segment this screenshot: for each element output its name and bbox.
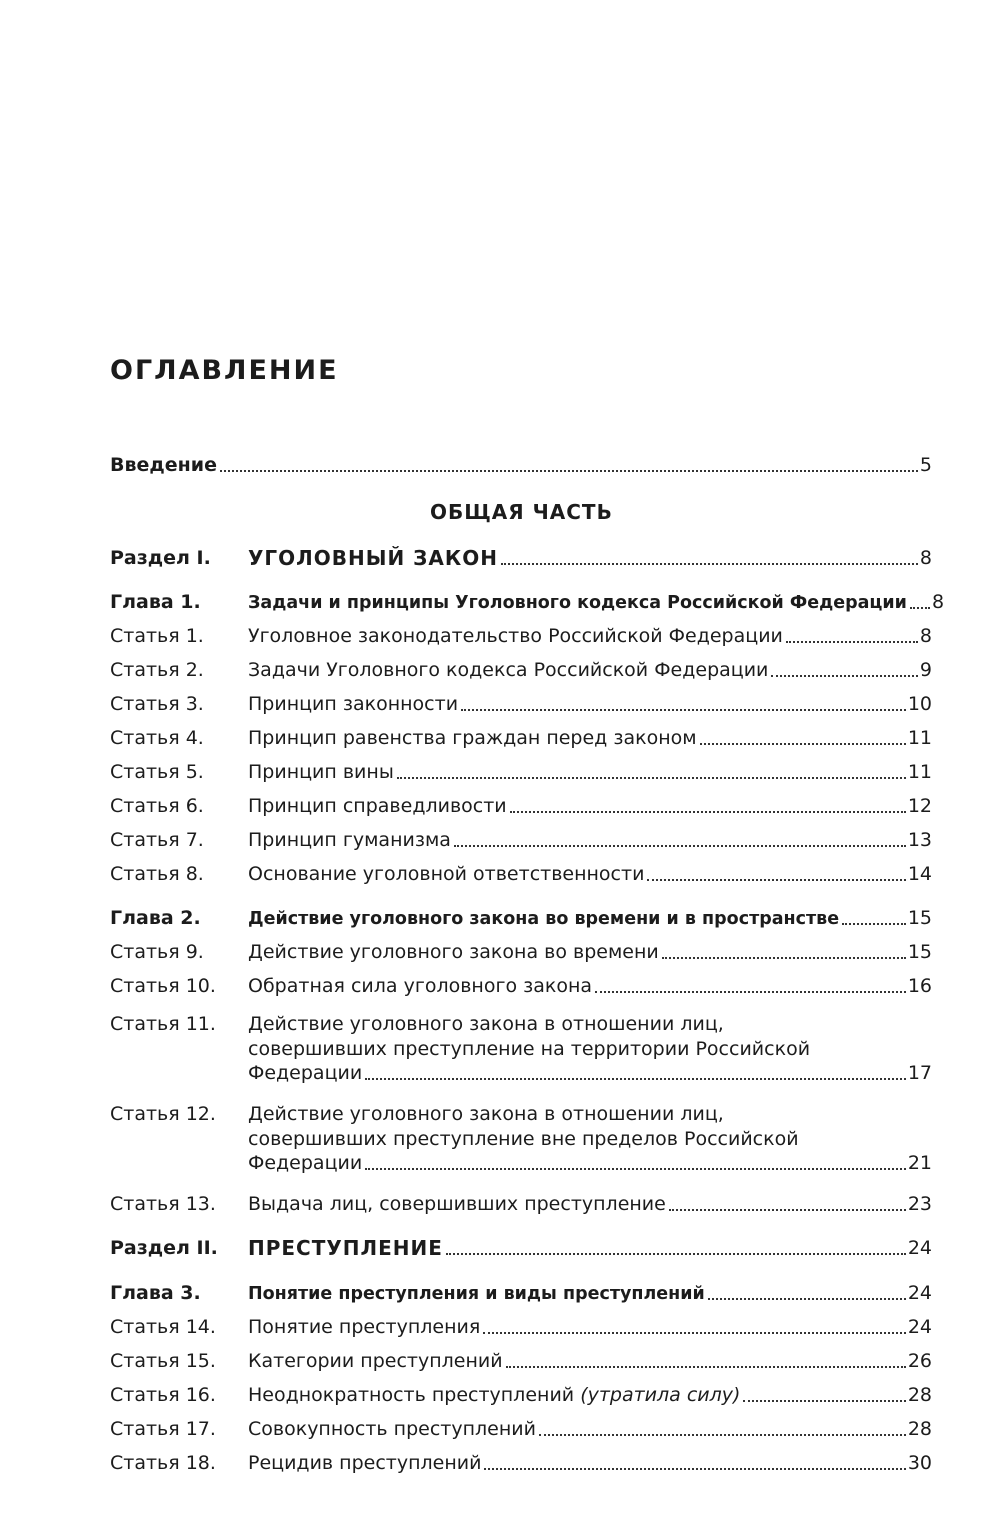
toc-entry-chapter[interactable] xyxy=(110,590,945,615)
toc-entry-text: Действие уголовного закона во времени xyxy=(248,941,659,963)
toc-page-number: 30 xyxy=(907,1452,932,1474)
leader-dots xyxy=(461,709,906,711)
toc-entry-chapter[interactable] xyxy=(110,1281,932,1306)
toc-entry-text: Категории преступлений xyxy=(248,1350,503,1372)
part-heading: ОБЩАЯ ЧАСТЬ xyxy=(430,500,613,524)
toc-entry-text: Действие уголовного закона в отношении лиц, xyxy=(248,1013,724,1035)
toc-entry-text: Принцип гуманизма xyxy=(248,829,451,851)
toc-page-number: 17 xyxy=(907,1062,932,1085)
toc-entry-text: Принцип законности xyxy=(248,693,459,715)
leader-dots xyxy=(842,923,906,925)
toc-entry-text: Рецидив преступлений xyxy=(248,1452,482,1474)
toc-page-number: 11 xyxy=(907,761,932,783)
toc-entry-text: Обратная сила уголовного закона xyxy=(248,975,593,997)
toc-label: Статья 13. xyxy=(110,1193,216,1215)
leader-dots xyxy=(220,470,918,472)
toc-entry-text: Неоднократность преступлений xyxy=(248,1384,575,1406)
leader-dots xyxy=(647,879,905,881)
toc-label: Статья 18. xyxy=(110,1452,216,1474)
leader-dots xyxy=(539,1434,906,1436)
toc-entry-article[interactable] xyxy=(110,862,932,887)
toc-entry-text: совершивших преступление на территории Российской xyxy=(248,1037,811,1060)
toc-entry-article[interactable] xyxy=(110,1451,932,1476)
toc-page-number: 21 xyxy=(907,1152,932,1175)
toc-label: Статья 6. xyxy=(110,795,204,817)
toc-page-number: 24 xyxy=(907,1282,932,1304)
toc-page-number: 26 xyxy=(907,1350,932,1372)
leader-dots xyxy=(700,743,906,745)
toc-entry-article[interactable] xyxy=(110,1417,932,1442)
toc-page-number: 15 xyxy=(907,941,932,963)
toc-label: Раздел II. xyxy=(110,1237,218,1260)
toc-entry-article[interactable] xyxy=(110,1102,932,1176)
toc-label: Статья 10. xyxy=(110,975,216,997)
toc-entry-text: Понятие преступления и виды преступлений xyxy=(248,1283,705,1304)
toc-entry-text: ПРЕСТУПЛЕНИЕ xyxy=(248,1236,443,1260)
toc-page-number: 23 xyxy=(907,1193,932,1215)
toc-page-number: 16 xyxy=(907,975,932,997)
toc-page-number: 24 xyxy=(907,1237,932,1260)
toc-entry-text: Совокупность преступлений xyxy=(248,1418,536,1440)
toc-entry-article[interactable] xyxy=(110,828,932,853)
leader-dots xyxy=(510,811,906,813)
toc-entry-article[interactable] xyxy=(110,1349,932,1374)
leader-dots xyxy=(662,957,906,959)
toc-entry-intro[interactable] xyxy=(110,453,932,478)
toc-entry-text: Действие уголовного закона в отношении лиц, xyxy=(248,1103,724,1125)
toc-entry-article[interactable] xyxy=(110,1192,932,1217)
toc-page-number: 8 xyxy=(931,591,945,613)
toc-entry-text: Федерации xyxy=(248,1152,363,1175)
toc-page-number: 8 xyxy=(919,547,932,570)
toc-entry-chapter[interactable] xyxy=(110,906,932,931)
toc-label: Раздел I. xyxy=(110,547,211,570)
toc-label: Статья 17. xyxy=(110,1418,216,1440)
toc-label: Статья 16. xyxy=(110,1384,216,1406)
leader-dots xyxy=(771,675,918,677)
toc-entry-text: Задачи и принципы Уголовного кодекса Российской Федерации xyxy=(248,592,907,613)
toc-entry-text: Принцип справедливости xyxy=(248,795,507,817)
toc-page-number: 14 xyxy=(907,863,932,885)
leader-dots xyxy=(786,641,918,643)
leader-dots xyxy=(365,1168,906,1170)
toc-entry-article[interactable] xyxy=(110,658,932,683)
leader-dots xyxy=(484,1468,905,1470)
toc-entry-article[interactable] xyxy=(110,1315,932,1340)
toc-entry-text: Уголовное законодательство Российской Федерации xyxy=(248,625,783,647)
toc-entry-text: Основание уголовной ответственности xyxy=(248,863,645,885)
leader-dots xyxy=(506,1366,906,1368)
toc-label: Статья 1. xyxy=(110,625,204,647)
toc-page-number: 28 xyxy=(907,1384,932,1406)
leader-dots xyxy=(446,1253,906,1255)
toc-page-number: 11 xyxy=(907,727,932,749)
toc-label: Глава 1. xyxy=(110,591,201,613)
toc-entry-article[interactable] xyxy=(110,1012,932,1086)
toc-page-number: 12 xyxy=(907,795,932,817)
toc-page-number: 8 xyxy=(919,625,932,647)
toc-entry-article[interactable] xyxy=(110,760,932,785)
toc-page-number: 5 xyxy=(919,454,932,476)
toc-entry-article[interactable] xyxy=(110,974,932,999)
toc-entry-text: Выдача лиц, совершивших преступление xyxy=(248,1193,666,1215)
toc-page-number: 13 xyxy=(907,829,932,851)
toc-entry-text: Действие уголовного закона во времени и в пространстве xyxy=(248,908,840,929)
toc-entry-text: Федерации xyxy=(248,1062,363,1085)
toc-page-number: 24 xyxy=(907,1316,932,1338)
toc-label: Глава 3. xyxy=(110,1282,201,1304)
toc-entry-section[interactable] xyxy=(110,545,932,571)
toc-entry-text: Принцип равенства граждан перед законом xyxy=(248,727,697,749)
toc-entry-text: Введение xyxy=(110,454,217,476)
toc-label: Статья 14. xyxy=(110,1316,216,1338)
toc-label: Статья 2. xyxy=(110,659,204,681)
toc-entry-text: совершивших преступление вне пределов Российской xyxy=(248,1127,799,1150)
toc-entry-text: Принцип вины xyxy=(248,761,394,783)
toc-entry-text: Задачи Уголовного кодекса Российской Федерации xyxy=(248,659,769,681)
toc-page-number: 28 xyxy=(907,1418,932,1440)
leader-dots xyxy=(365,1078,906,1080)
toc-entry-article[interactable] xyxy=(110,940,932,965)
toc-label: Статья 7. xyxy=(110,829,204,851)
toc-label: Статья 4. xyxy=(110,727,204,749)
leader-dots xyxy=(743,1400,905,1402)
leader-dots xyxy=(483,1332,906,1334)
leader-dots xyxy=(454,845,906,847)
toc-entry-article[interactable] xyxy=(110,794,932,819)
toc-label: Статья 12. xyxy=(110,1103,216,1125)
leader-dots xyxy=(501,563,918,565)
toc-page-number: 10 xyxy=(907,693,932,715)
toc-label: Статья 3. xyxy=(110,693,204,715)
page-title: ОГЛАВЛЕНИЕ xyxy=(110,355,339,386)
toc-entry-article[interactable] xyxy=(110,624,932,649)
toc-label: Статья 8. xyxy=(110,863,204,885)
toc-page-number: 9 xyxy=(919,659,932,681)
toc-page-number: 15 xyxy=(907,907,932,929)
leader-dots xyxy=(708,1298,906,1300)
toc-label: Статья 15. xyxy=(110,1350,216,1372)
toc-entry-text: Понятие преступления xyxy=(248,1316,481,1338)
toc-label: Статья 9. xyxy=(110,941,204,963)
toc-label: Глава 2. xyxy=(110,907,201,929)
leader-dots xyxy=(595,991,906,993)
toc-label: Статья 11. xyxy=(110,1013,216,1035)
leader-dots xyxy=(910,607,930,609)
toc-entry-section[interactable] xyxy=(110,1235,932,1261)
toc-entry-note: (утратила силу) xyxy=(580,1384,741,1406)
toc-label: Статья 5. xyxy=(110,761,204,783)
toc-entry-text: УГОЛОВНЫЙ ЗАКОН xyxy=(248,546,498,570)
toc-entry-article[interactable] xyxy=(110,726,932,751)
leader-dots xyxy=(397,777,906,779)
toc-entry-article[interactable] xyxy=(110,692,932,717)
leader-dots xyxy=(669,1209,906,1211)
toc-entry-article[interactable] xyxy=(110,1383,932,1408)
